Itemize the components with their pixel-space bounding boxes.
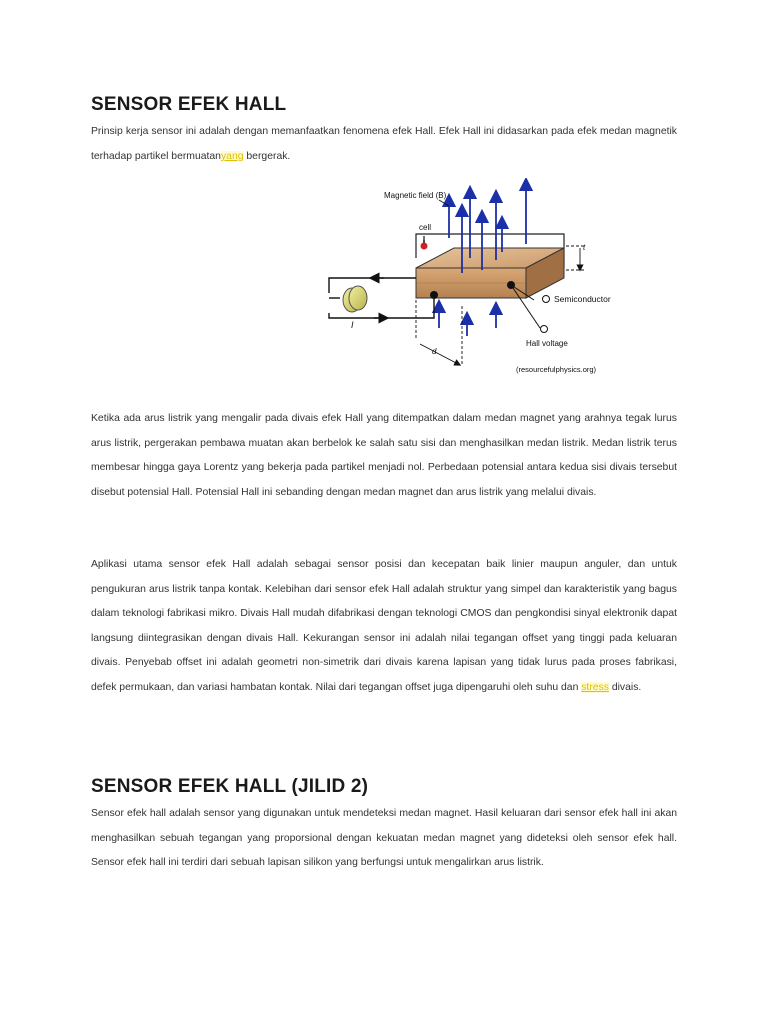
cell-label: cell (419, 223, 432, 232)
section1-intro (91, 120, 677, 169)
intro-text-1: Prinsip kerja sensor ini adalah dengan memanfaatkan fenomena efek Hall. Efek Hall ini didasarkan pada efek medan magnetik terhadap partikel bermuatan (91, 126, 677, 162)
semiconductor-terminal (543, 296, 550, 303)
section2-para1: Sensor efek hall adalah sensor yang digunakan untuk mendeteksi medan magnet. Hasil keluaran dari sensor efek hall ini akan menghasilkan sebuah tegangan yang proporsional dengan kekuatan medan magnet yang dideteksi oleh sensor efek hall. Sensor efek hall ini terdiri dari sebuah lapisan silikon yang berfungsi untuk mengalirkan arus listrik. (91, 808, 677, 868)
current-source (329, 286, 367, 312)
depth-label: d (432, 347, 437, 356)
section1-para3 (91, 553, 677, 700)
cell-dot (421, 243, 428, 250)
hall-effect-diagram (234, 178, 634, 378)
section1-title: SENSOR EFEK HALL (91, 94, 287, 115)
para3-text-1: Aplikasi utama sensor efek Hall adalah sebagai sensor posisi dan kecepatan baik linier maupun anguler, dan untuk pengukuran arus listrik tanpa kontak. Kelebihan dari sensor efek Hall adalah struktur yang simpel dan karakteristik yang bagus dalam teknologi fabrikasi mikro. Divais Hall mudah difabrikasi dengan teknologi CMOS dan pengkondisi sinyal elektronik dapat langsung diintegrasikan dengan divais Hall. Kekurangan sensor ini adalah nilai tegangan offset yang tinggi pada keluaran divais. Penyebab offset ini adalah geometri non-simetrik dari divais karena lapisan yang tidak lurus pada proses fabrikasi, defek permukaan, dan variasi hambatan kontak. Nilai dari tegangan offset juga dipengaruhi oleh suhu dan (91, 559, 677, 693)
hall-voltage-label: Hall voltage (526, 339, 568, 348)
para3-link-stress[interactable]: stress (581, 681, 609, 693)
intro-text-2: bergerak. (243, 150, 291, 162)
para3-text-2: divais. (608, 681, 642, 693)
semiconductor-block (416, 248, 564, 298)
figure-source-label: (resourcefulphysics.org) (516, 365, 597, 374)
current-label: I (351, 320, 354, 330)
field-leader (439, 200, 449, 206)
section2-title: SENSOR EFEK HALL (JILID 2) (91, 776, 369, 797)
thickness-label: t (583, 243, 586, 252)
semiconductor-label: Semiconductor (554, 294, 611, 304)
section1-para2: Ketika ada arus listrik yang mengalir pada divais efek Hall yang ditempatkan dalam medan magnet yang arahnya tegak lurus arus listrik, pergerakan pembawa muatan akan berbelok ke salah satu sisi dan menghasilkan medan listrik. Medan listrik terus membesar hingga gaya Lorentz yang bekerja pada partikel menjadi nol. Perbedaan potensial antara kedua sisi divais tersebut disebut potensial Hall. Potensial Hall ini sebanding dengan medan magnet dan arus listrik yang melalui divais. (91, 413, 677, 498)
hall-effect-figure (234, 178, 634, 378)
hall-voltage-terminal (541, 326, 548, 333)
intro-link-yang[interactable]: yang (220, 150, 244, 162)
field-label: Magnetic field (B) (384, 191, 447, 200)
